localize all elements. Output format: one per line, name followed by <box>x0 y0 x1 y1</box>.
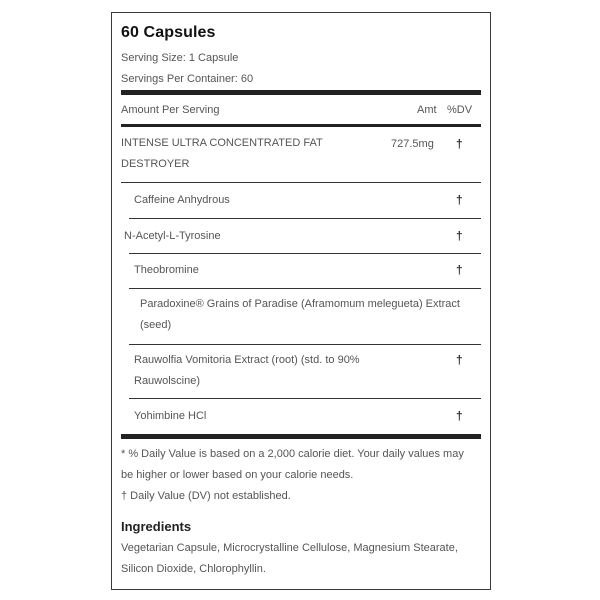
amount-per-serving-header: Amount Per Serving <box>121 104 220 116</box>
ingredients-list <box>121 538 458 580</box>
blend-amount: 727.5mg <box>391 138 434 150</box>
paradoxine-line2: (seed) <box>140 319 172 331</box>
dagger-4: † <box>456 353 463 367</box>
paradoxine-line1: Paradoxine® Grains of Paradise (Aframomum melegueta) Extract <box>140 298 460 310</box>
dagger-2: † <box>456 263 463 277</box>
ingredients-heading: Ingredients <box>121 519 192 534</box>
ingredients-line1: Vegetarian Capsule, Microcrystalline Cellulose, Magnesium Stearate, <box>121 542 458 554</box>
dagger-1: † <box>456 229 463 243</box>
ingredient-theobromine: Theobromine <box>134 264 199 276</box>
ingredient-rauwolfia <box>134 350 360 392</box>
ingredient-paradoxine <box>140 294 460 336</box>
container-count-title: 60 Capsules <box>121 24 216 41</box>
rauwolfia-line2: Rauwolscine) <box>134 375 201 387</box>
daily-value-line1: * % Daily Value is based on a 2,000 calorie diet. Your daily values may <box>121 448 464 460</box>
blend-name <box>121 133 323 175</box>
row-divider <box>121 182 481 183</box>
ingredient-n-acetyl-l-tyrosine: N-Acetyl-L-Tyrosine <box>124 230 221 242</box>
thick-divider-bottom <box>121 434 481 439</box>
dagger-0: † <box>456 193 463 207</box>
rauwolfia-line1: Rauwolfia Vomitoria Extract (root) (std. to 90% <box>134 354 360 366</box>
ingredient-yohimbine-hcl: Yohimbine HCl <box>134 410 207 422</box>
amt-column-header: Amt <box>417 104 437 116</box>
ingredients-line2: Silicon Dioxide, Chlorophyllin. <box>121 563 266 575</box>
daily-value-line2: be higher or lower based on your calorie needs. <box>121 469 354 481</box>
dv-not-established: † Daily Value (DV) not established. <box>121 490 291 502</box>
ingredient-caffeine-anhydrous: Caffeine Anhydrous <box>134 194 230 206</box>
blend-name-line2: DESTROYER <box>121 158 190 170</box>
row-divider <box>129 288 481 289</box>
row-divider <box>129 218 481 219</box>
supplement-facts-panel <box>111 12 491 590</box>
serving-size: Serving Size: 1 Capsule <box>121 52 239 64</box>
row-divider <box>129 344 481 345</box>
blend-dv-dagger: † <box>456 137 463 151</box>
medium-divider <box>121 124 481 127</box>
thick-divider-top <box>121 90 481 95</box>
dv-column-header: %DV <box>447 104 473 116</box>
blend-name-line1: INTENSE ULTRA CONCENTRATED FAT <box>121 137 323 149</box>
row-divider <box>129 253 481 254</box>
dagger-5: † <box>456 409 463 423</box>
daily-value-footnote <box>121 444 464 507</box>
row-divider <box>129 398 481 399</box>
servings-per-container: Servings Per Container: 60 <box>121 73 254 85</box>
